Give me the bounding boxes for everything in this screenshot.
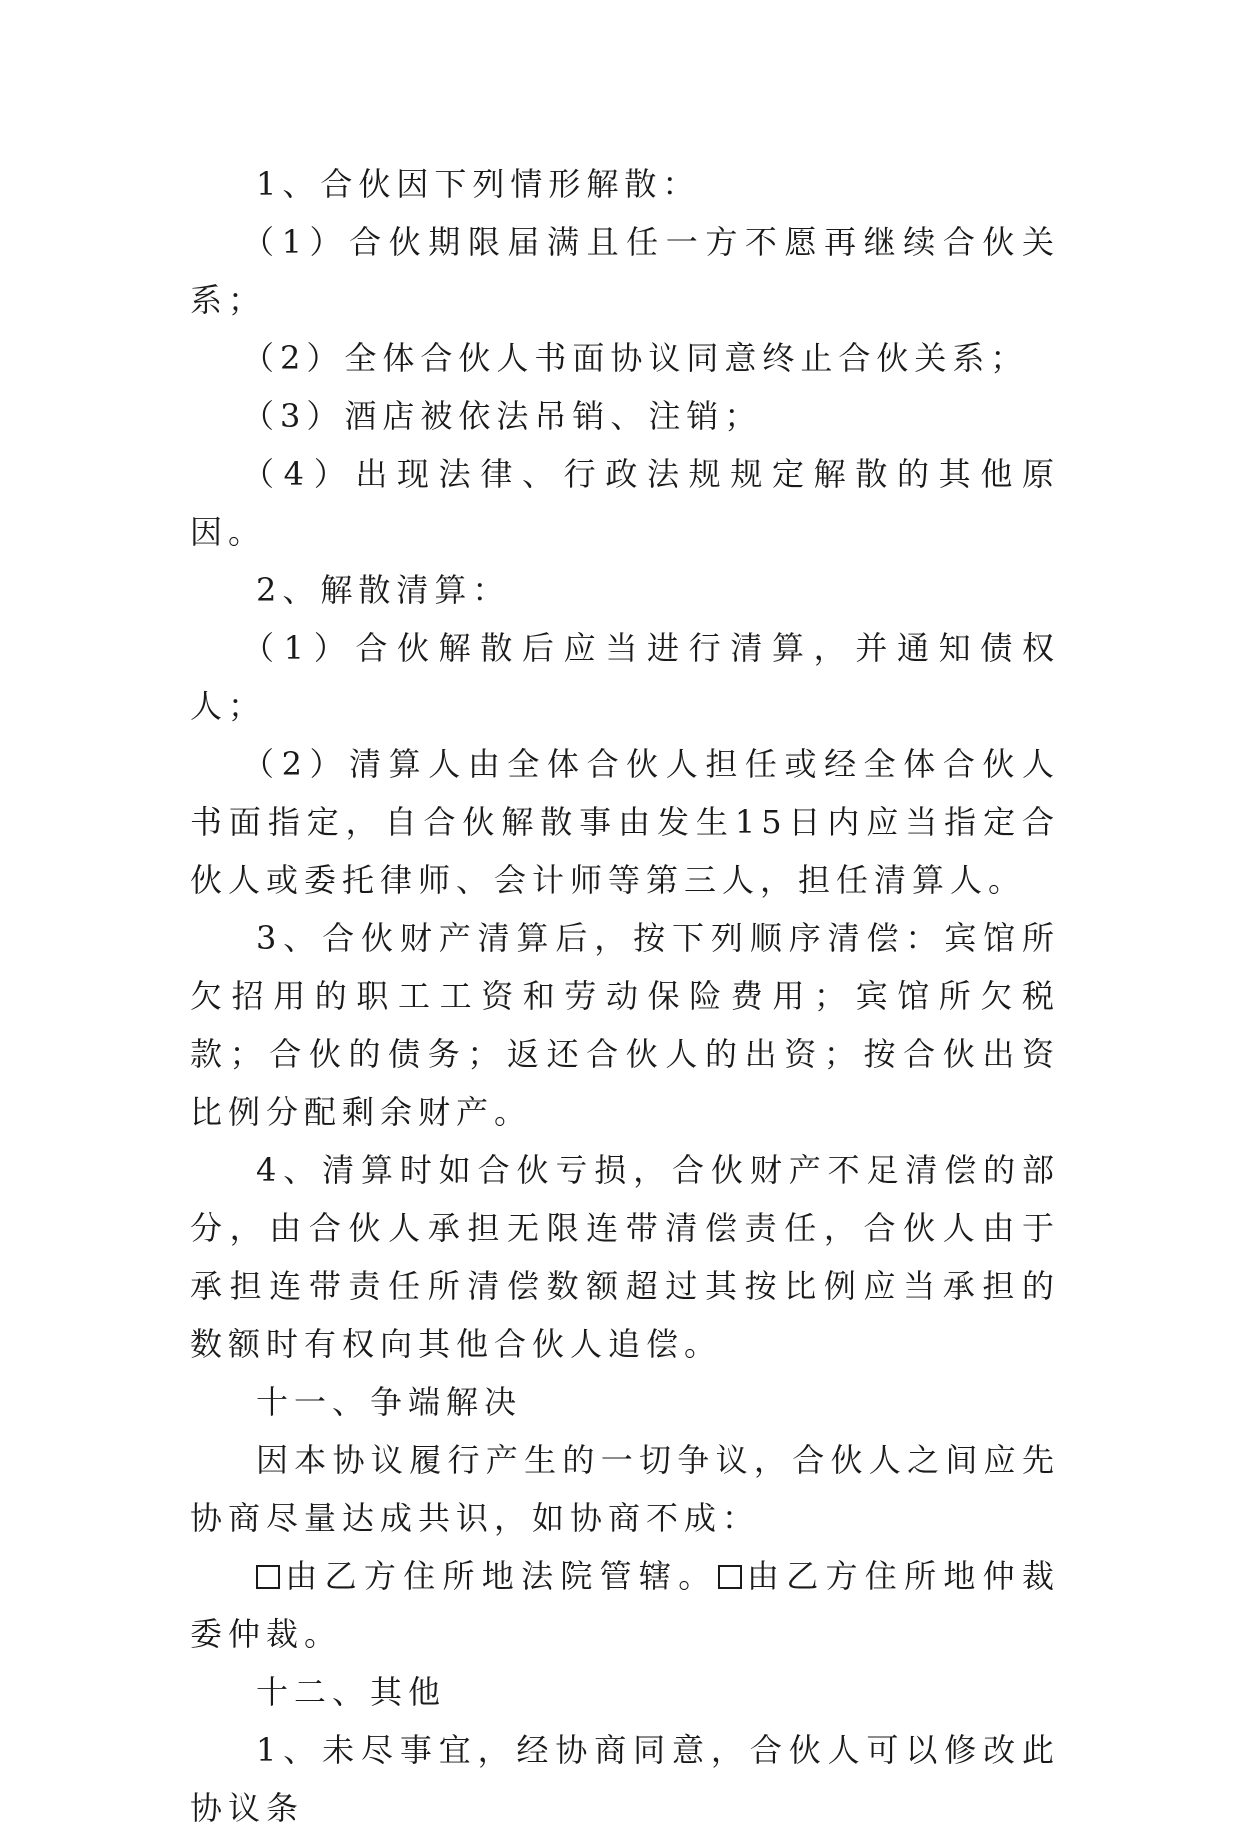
- paragraph-dissolution-heading: 1、合伙因下列情形解散：: [256, 165, 701, 203]
- paragraph-dispute-options: [190, 1547, 1060, 1663]
- checkbox-arbitration-option[interactable]: [718, 1565, 742, 1589]
- paragraph-repayment-order: 3、合伙财产清算后，按下列顺序清偿：宾馆所欠招用的职工工资和劳动保险费用；宾馆所欠税款；合伙的债务；返还合伙人的出资；按合伙出资比例分配剩余财产。: [190, 919, 1060, 1131]
- checkbox-court-option[interactable]: [256, 1565, 280, 1589]
- paragraph-dissolution-item-2: （2）全体合伙人书面协议同意终止合伙关系；: [242, 339, 1029, 377]
- option-court-label: 由乙方住所地法院管辖。: [284, 1557, 718, 1595]
- section-heading-other: 十二、其他: [256, 1673, 447, 1711]
- paragraph-loss-liability: 4、清算时如合伙亏损，合伙财产不足清偿的部分，由合伙人承担无限连带清偿责任，合伙人由于承担连带责任所清偿数额超过其按比例应当承担的数额时有权向其他合伙人追偿。: [190, 1151, 1060, 1363]
- paragraph-liquidation-item-1: （1）合伙解散后应当进行清算，并通知债权人；: [190, 629, 1060, 725]
- option-arbitration-label: 由乙方住所地仲裁委仲裁。: [190, 1557, 1060, 1653]
- paragraph-liquidation-heading: 2、解散清算：: [256, 571, 511, 609]
- section-heading-dispute-resolution: 十一、争端解决: [256, 1383, 523, 1421]
- paragraph-dissolution-item-4: （4）出现法律、行政法规规定解散的其他原因。: [190, 455, 1060, 551]
- paragraph-dissolution-item-3: （3）酒店被依法吊销、注销；: [242, 397, 763, 435]
- paragraph-liquidation-item-2: （2）清算人由全体合伙人担任或经全体合伙人书面指定，自合伙解散事由发生15日内应当指定合伙人或委托律师、会计师等第三人，担任清算人。: [190, 745, 1060, 899]
- paragraph-dissolution-item-1: （1）合伙期限届满且任一方不愿再继续合伙关系；: [190, 223, 1060, 319]
- paragraph-dispute-negotiation: 因本协议履行产生的一切争议，合伙人之间应先协商尽量达成共识，如协商不成：: [190, 1441, 1060, 1537]
- paragraph-other-item-1: 1、未尽事宜，经协商同意，合伙人可以修改此协议条: [190, 1731, 1060, 1827]
- document-body: [190, 155, 1060, 1837]
